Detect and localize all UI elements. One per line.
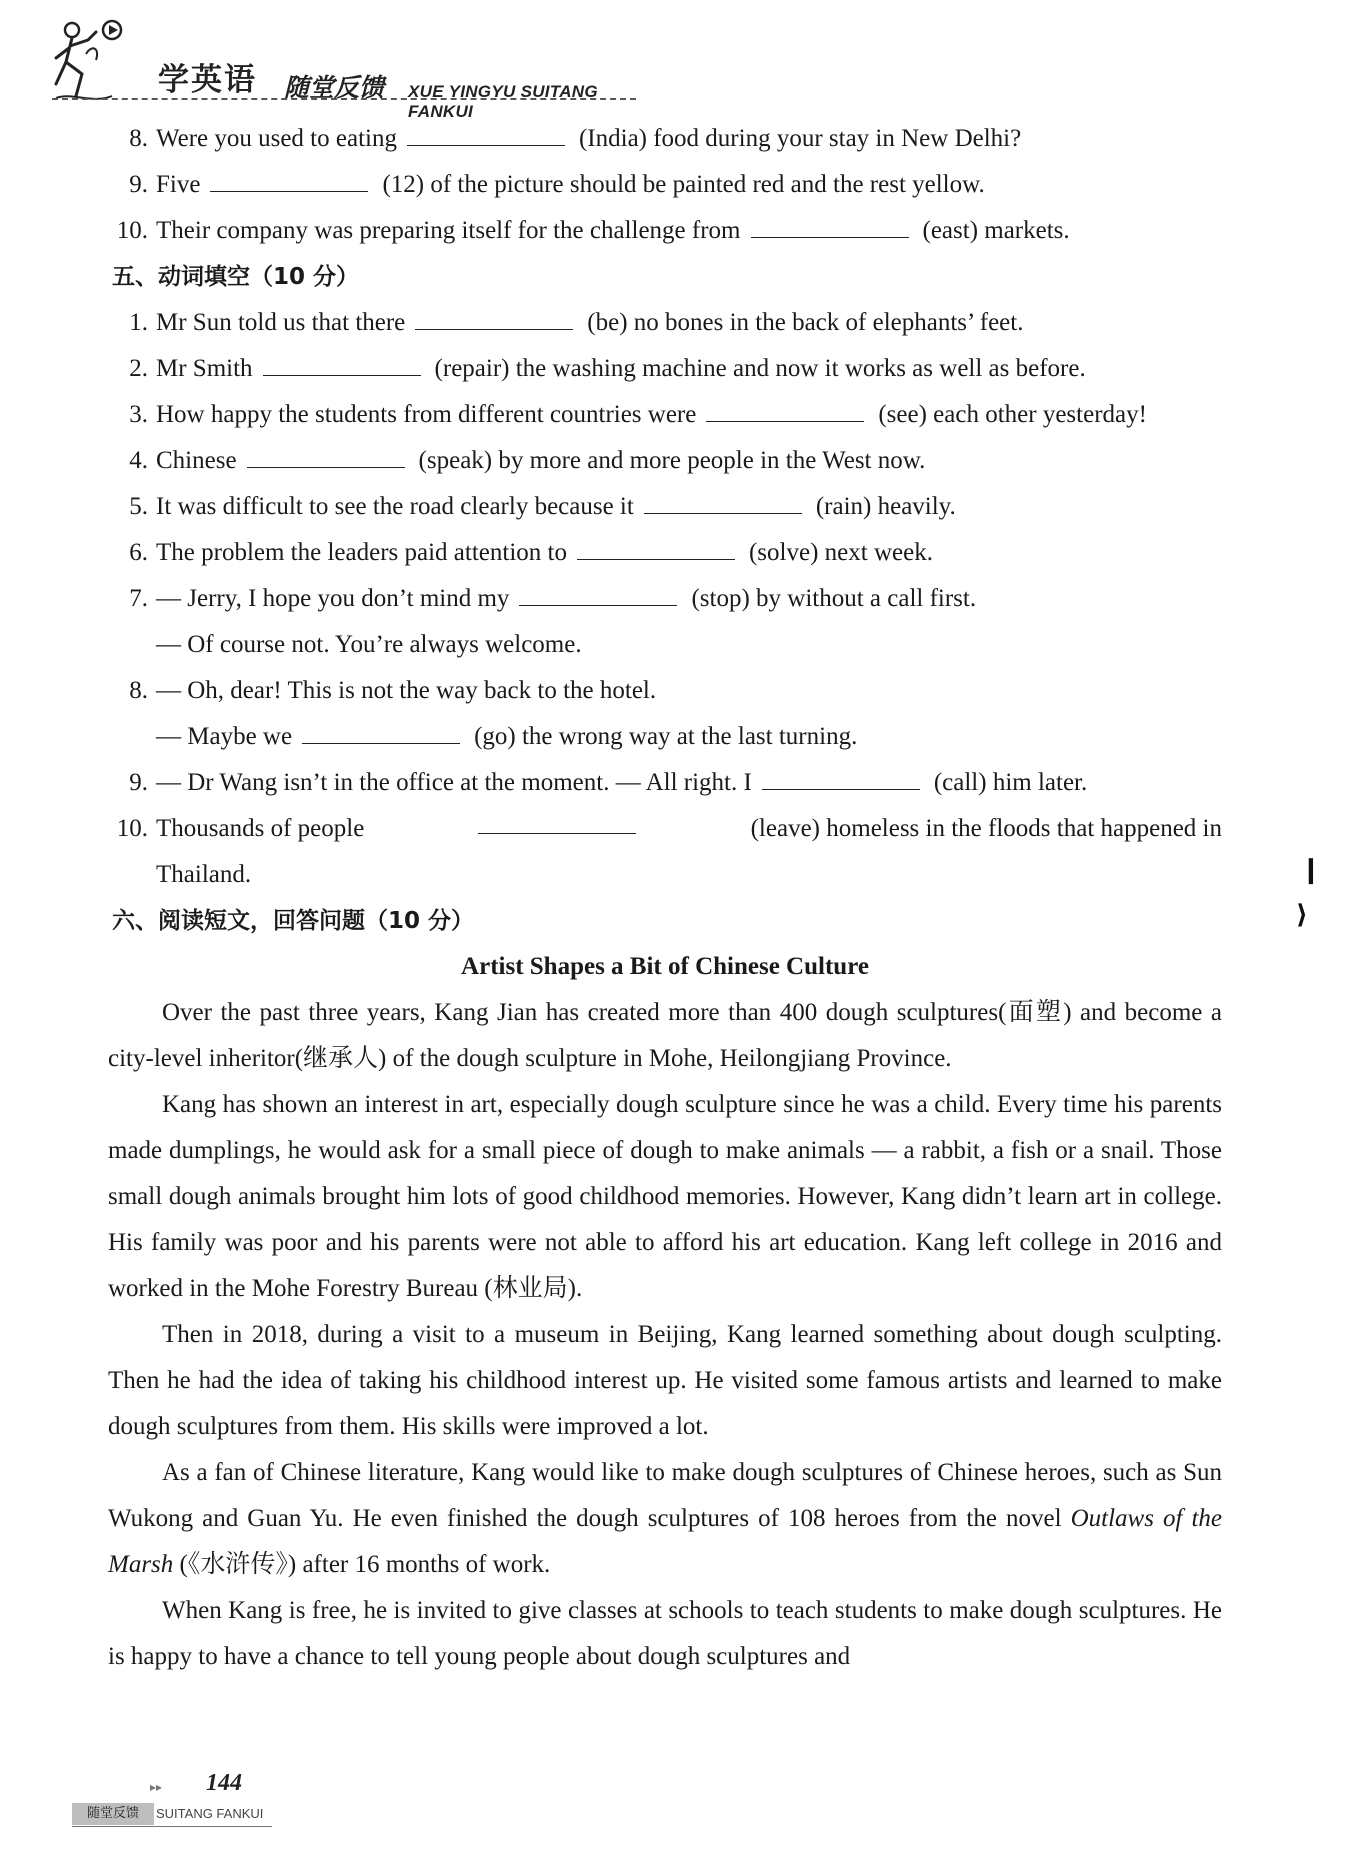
question-item — [108, 438, 1222, 484]
question-continuation: Thailand. — [156, 861, 252, 888]
question-text: (India) food during your stay in New Delhi? — [578, 125, 1022, 152]
question-text: Mr Sun told us that there — [156, 309, 406, 336]
question-item — [108, 530, 1222, 576]
footer-label: SUITANG FANKUI — [156, 1806, 264, 1821]
answer-blank[interactable] — [407, 118, 565, 146]
question-number: 6. — [129, 539, 148, 566]
question-text: Were you used to eating — [156, 125, 397, 152]
question-item — [108, 484, 1222, 530]
margin-mark: ❙ — [1300, 855, 1322, 885]
answer-blank[interactable] — [263, 348, 421, 376]
margin-mark: ⟩ — [1296, 900, 1308, 930]
question-text: (speak) by more and more people in the West now. — [418, 447, 926, 474]
question-text: (12) of the picture should be painted red and the rest yellow. — [382, 171, 985, 198]
page-number: 144 — [206, 1770, 242, 1796]
answer-blank[interactable] — [210, 164, 368, 192]
question-text: Mr Smith — [156, 355, 253, 382]
question-number: 2. — [129, 355, 148, 382]
question-number: 5. — [129, 493, 148, 520]
dialogue-reply — [108, 714, 1222, 760]
question-number: 9. — [129, 171, 148, 198]
article-paragraph — [108, 1450, 1222, 1588]
answer-blank[interactable] — [478, 806, 636, 834]
question-text: (stop) by without a call first. — [691, 585, 977, 612]
article-paragraph: Then in 2018, during a visit to a museum in Beijing, Kang learned something about dough sculpting. Then he had the idea of taking his childhood interest up. He visited some famous artists and learned to make dough sculptures from them. His skills were improved a lot. — [108, 1321, 1222, 1440]
question-item — [108, 806, 1222, 852]
question-item — [108, 760, 1222, 806]
question-text: (leave) homeless in the floods that happened in — [750, 815, 1222, 842]
question-text: Five — [156, 171, 201, 198]
article-paragraph: Over the past three years, Kang Jian has created more than 400 dough sculptures(面塑) and become a city-level inheritor(继承人) of the dough sculpture in Mohe, Heilongjiang Province. — [108, 999, 1222, 1072]
answer-blank[interactable] — [751, 210, 909, 238]
brand-pinyin: XUE YINGYU SUITANG FANKUI — [408, 82, 598, 121]
answer-blank[interactable] — [519, 578, 677, 606]
question-number: 3. — [129, 401, 148, 428]
question-text: Thousands of people — [156, 815, 365, 842]
article-title: Artist Shapes a Bit of Chinese Culture — [461, 953, 869, 980]
worksheet-content — [108, 116, 1222, 1680]
question-item — [108, 300, 1222, 346]
question-text: Chinese — [156, 447, 237, 474]
question-text: The problem the leaders paid attention to — [156, 539, 567, 566]
paragraph-text: As a fan of Chinese literature, Kang would like to make dough sculptures of Chinese heroes, such as Sun Wukong and Guan Yu. He even finished the dough sculptures of 108 heroes from the novel — [108, 1459, 1222, 1532]
question-text: It was difficult to see the road clearly because it — [156, 493, 634, 520]
question-number: 10. — [116, 217, 148, 244]
question-number: 7. — [129, 585, 148, 612]
question-item — [108, 392, 1222, 438]
question-text: (rain) heavily. — [815, 493, 956, 520]
answer-blank[interactable] — [577, 532, 735, 560]
question-number: 10. — [116, 815, 148, 842]
brand-title: 学英语 — [158, 62, 257, 98]
question-number: 8. — [129, 677, 148, 704]
question-item — [108, 116, 1222, 162]
footer-divider — [72, 1826, 272, 1827]
header-divider — [52, 98, 636, 100]
question-text: Their company was preparing itself for the challenge from — [156, 217, 741, 244]
page-arrow-icon: ▸▸ — [150, 1780, 163, 1794]
question-text: (solve) next week. — [748, 539, 933, 566]
novel-title: Outlaws of the Marsh — [108, 1505, 1222, 1578]
dialogue-reply: — Of course not. You’re always welcome. — [156, 631, 582, 658]
question-text: (go) the wrong way at the last turning. — [474, 723, 858, 750]
section-title: 五、动词填空（10 分） — [112, 264, 360, 290]
question-text: How happy the students from different countries were — [156, 401, 697, 428]
article-paragraph: When Kang is free, he is invited to give classes at schools to teach students to make dough sculptures. He is happy to have a chance to tell young people about dough sculptures and — [108, 1597, 1222, 1670]
article-paragraph: Kang has shown an interest in art, especially dough sculpture since he was a child. Every time his parents made dumplings, he would ask for a small piece of dough to make animals — a rabbit, a fish or a snail. Those small dough animals brought him lots of good childhood memories. However, Kang didn’t learn art in college. His family was poor and his parents were not able to afford his art education. Kang left college in 2016 and worked in the Mohe Forestry Bureau (林业局). — [108, 1091, 1222, 1302]
question-number: 1. — [129, 309, 148, 336]
question-text: — Jerry, I hope you don’t mind my — [156, 585, 510, 612]
question-number: 8. — [129, 125, 148, 152]
section-title: 六、阅读短文，回答问题（10 分） — [112, 908, 475, 934]
question-item — [108, 208, 1222, 254]
question-item — [108, 668, 1222, 714]
question-text: (call) him later. — [933, 769, 1088, 796]
answer-blank[interactable] — [302, 716, 460, 744]
answer-blank[interactable] — [644, 486, 802, 514]
question-text: (repair) the washing machine and now it works as well as before. — [434, 355, 1086, 382]
answer-blank[interactable] — [415, 302, 573, 330]
footer-badge: 随堂反馈 — [72, 1803, 154, 1825]
answer-blank[interactable] — [762, 762, 920, 790]
answer-blank[interactable] — [247, 440, 405, 468]
question-number: 9. — [129, 769, 148, 796]
answer-blank[interactable] — [706, 394, 864, 422]
question-text: (east) markets. — [922, 217, 1070, 244]
question-number: 4. — [129, 447, 148, 474]
question-text: — Oh, dear! This is not the way back to the hotel. — [156, 677, 657, 704]
question-text: (be) no bones in the back of elephants’ feet. — [587, 309, 1024, 336]
question-text: — Maybe we — [156, 723, 293, 750]
runner-icon — [52, 14, 162, 110]
question-text: (see) each other yesterday! — [878, 401, 1147, 428]
question-item — [108, 162, 1222, 208]
page-header — [52, 14, 652, 121]
question-text: — Dr Wang isn’t in the office at the moment. — All right. I — [156, 769, 752, 796]
question-item — [108, 346, 1222, 392]
brand-subtitle: 随堂反馈 — [284, 73, 385, 102]
question-item — [108, 576, 1222, 622]
paragraph-text: (《水浒传》) after 16 months of work. — [173, 1551, 551, 1578]
